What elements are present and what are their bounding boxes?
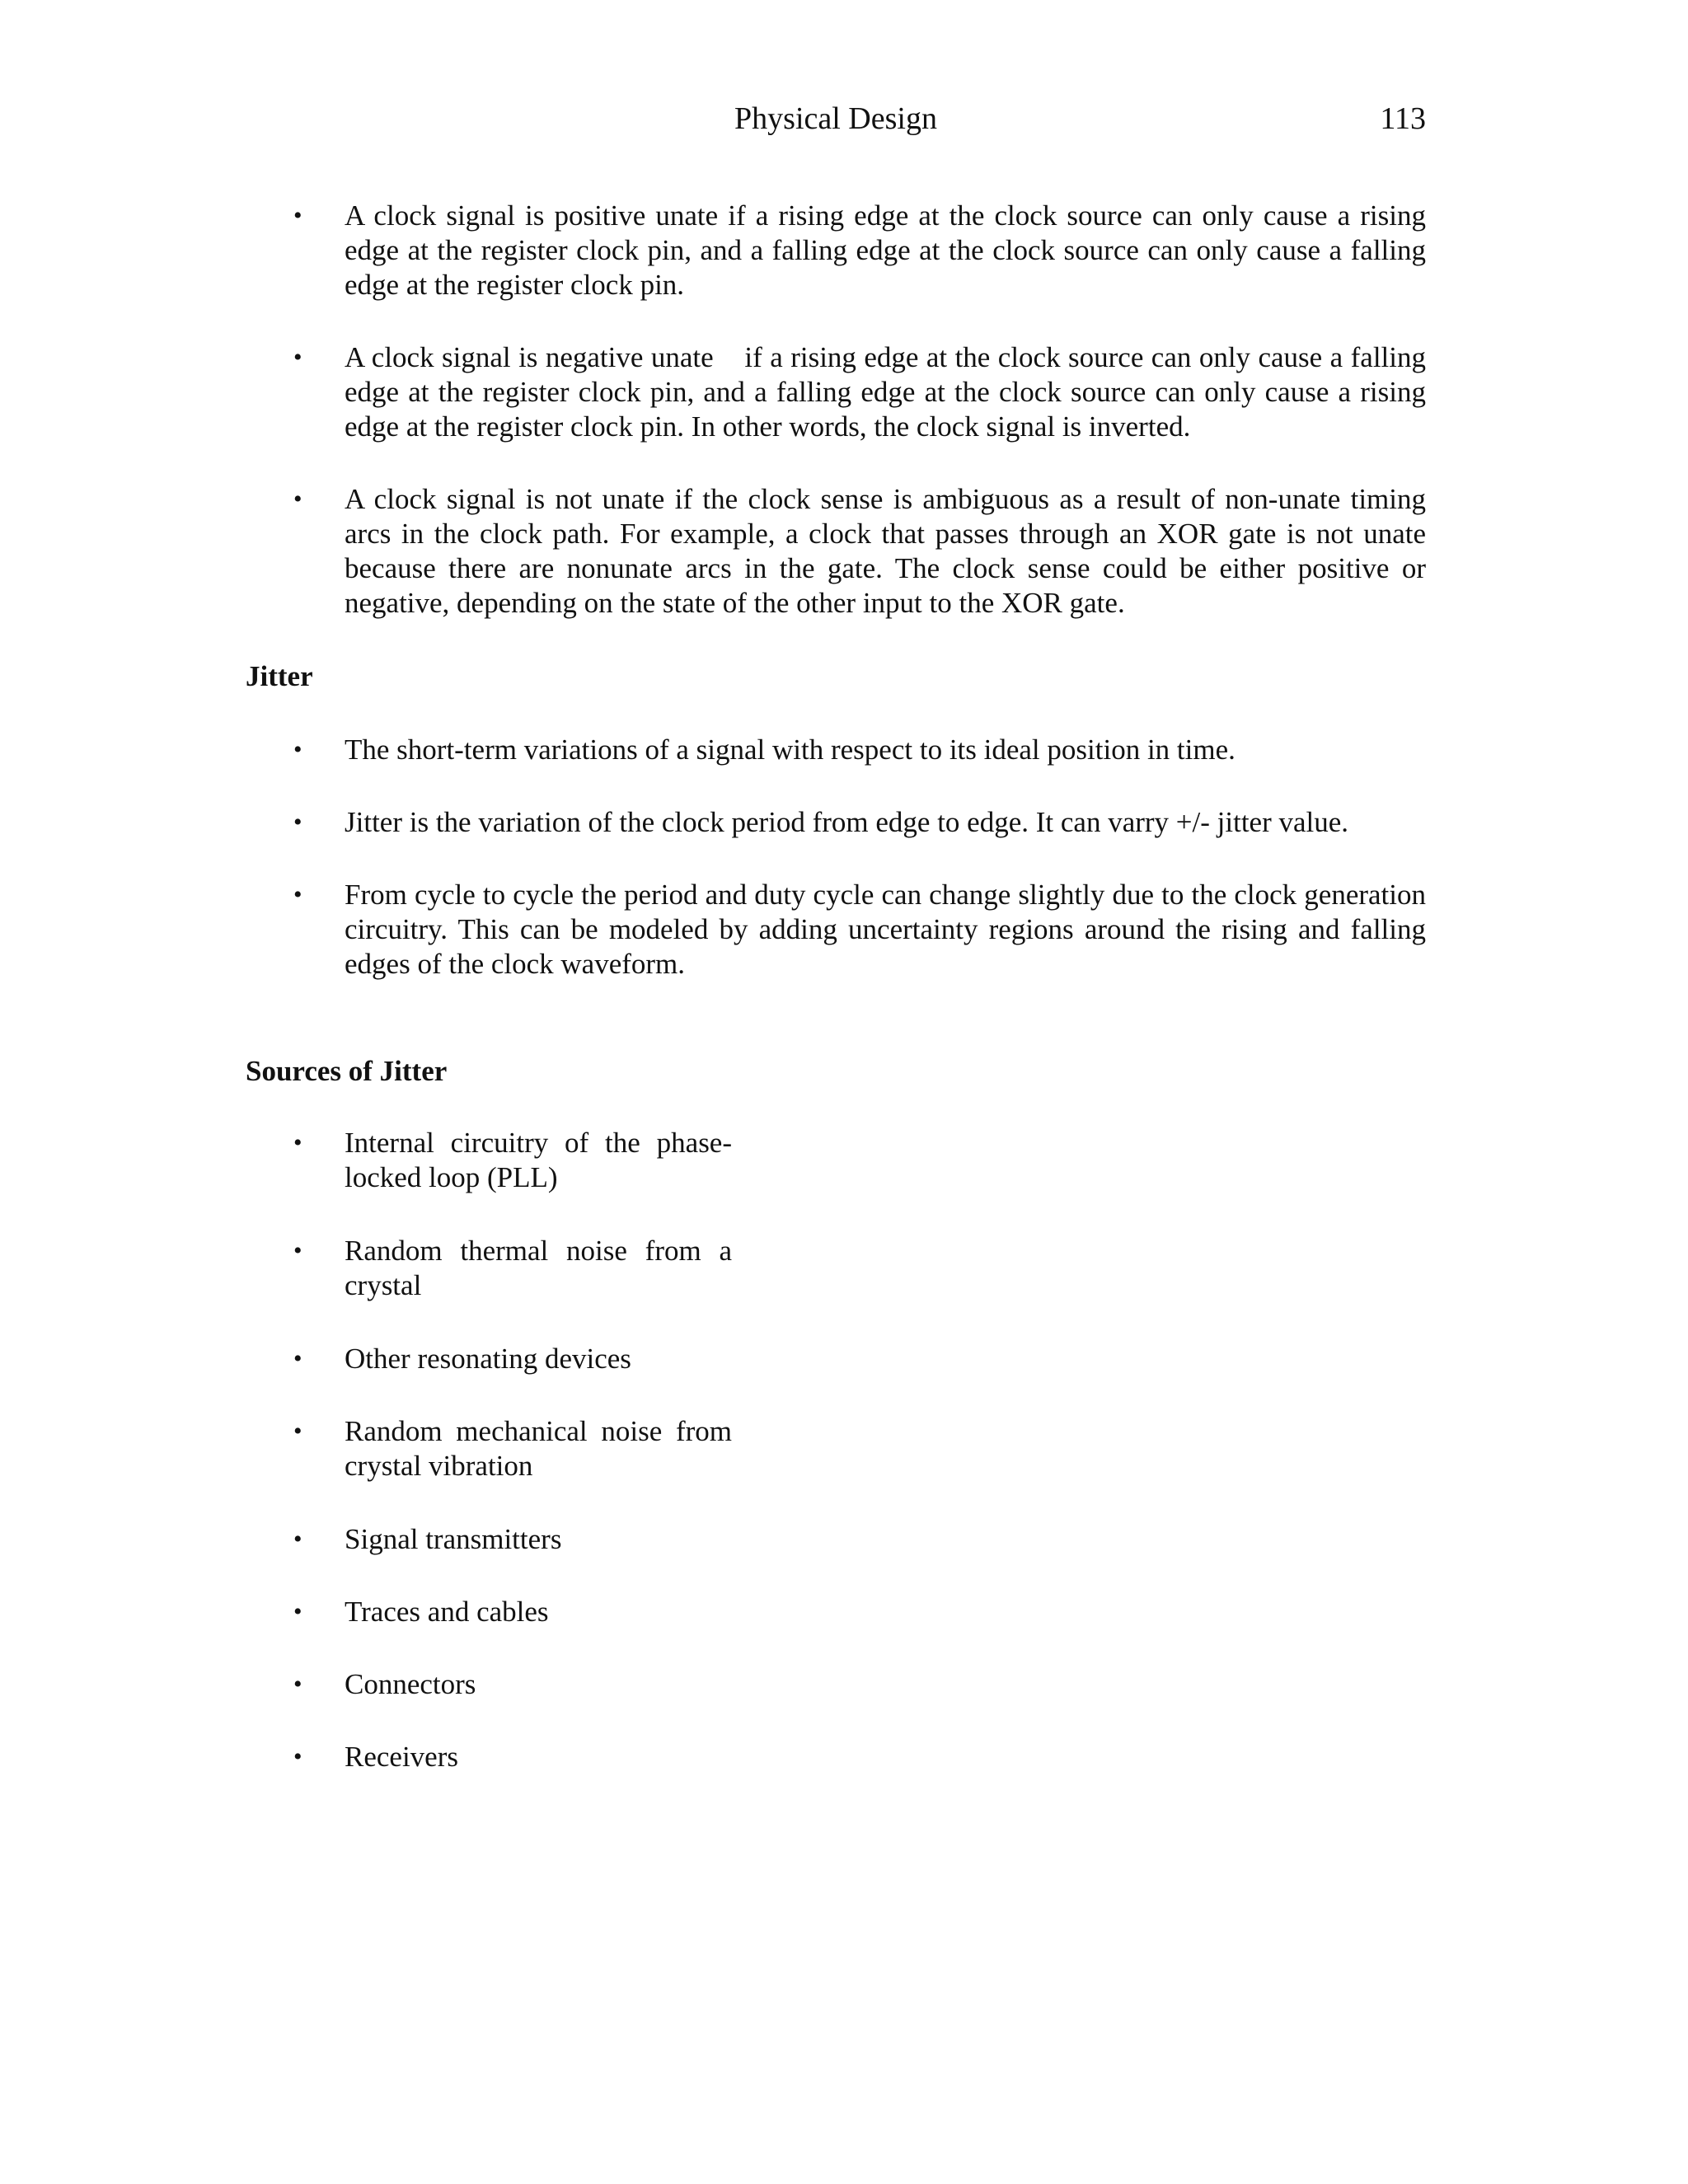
bullet-icon: • [293, 1598, 302, 1625]
running-title: Physical Design [734, 101, 937, 136]
list-item-text: Traces and cables [345, 1596, 549, 1628]
section-heading-sources-of-jitter: Sources of Jitter [246, 1055, 448, 1087]
bullet-icon: • [293, 1671, 302, 1698]
bullet-icon: • [293, 1237, 302, 1264]
bullet-icon: • [293, 202, 302, 229]
bullet-icon: • [293, 1418, 302, 1445]
list-item-text: Random thermal noise from a crystal [345, 1235, 732, 1301]
bullet-icon: • [293, 736, 302, 763]
list-item-text: A clock signal is positive unate if a rising edge at the clock source can only cause a rising edge at the register clock pin, and a falling edge at the clock source can only cause a falling edge at the register clock pin. [345, 199, 1426, 301]
list-item-text: Other resonating devices [345, 1343, 631, 1375]
bullet-icon: • [293, 808, 302, 836]
bullet-icon: • [293, 1129, 302, 1156]
list-item-text: A clock signal is negative unate if a rising edge at the clock source can only cause a falling edge at the register clock pin, and a falling edge at the clock source can only cause a rising edge at the register clock pin. In other words, the clock signal is inverted. [345, 341, 1426, 443]
list-item-text: The short-term variations of a signal with respect to its ideal position in time. [345, 733, 1236, 766]
bullet-icon: • [293, 344, 302, 371]
list-item-text: A clock signal is not unate if the clock sense is ambiguous as a result of non-unate timing arcs in the clock path. For example, a clock that passes through an XOR gate is not unate because there are nonunate arcs in the gate. The clock sense could be either positive or negative, depending on the state of the other input to the XOR gate. [345, 483, 1426, 619]
page-number: 113 [1380, 101, 1426, 136]
list-item-text: From cycle to cycle the period and duty cycle can change slightly due to the clock generation circuitry. This can be modeled by adding uncertainty regions around the rising and falling edges of the clock waveform. [345, 879, 1426, 980]
list-item-text: Random mechanical noise from crystal vibration [345, 1415, 732, 1482]
bullet-icon: • [293, 1526, 302, 1553]
list-item-text: Receivers [345, 1741, 458, 1773]
bullet-icon: • [293, 1345, 302, 1372]
list-item-text: Signal transmitters [345, 1523, 562, 1555]
running-header [246, 97, 1426, 140]
bullet-icon: • [293, 485, 302, 513]
list-item-text: Connectors [345, 1668, 476, 1700]
bullet-icon: • [293, 1743, 302, 1770]
bullet-icon: • [293, 881, 302, 908]
list-item-text: Jitter is the variation of the clock period from edge to edge. It can varry +/- jitter value. [345, 806, 1349, 838]
list-item-text: Internal circuitry of the phase-locked loop (PLL) [345, 1127, 732, 1193]
section-heading-jitter: Jitter [246, 660, 313, 692]
